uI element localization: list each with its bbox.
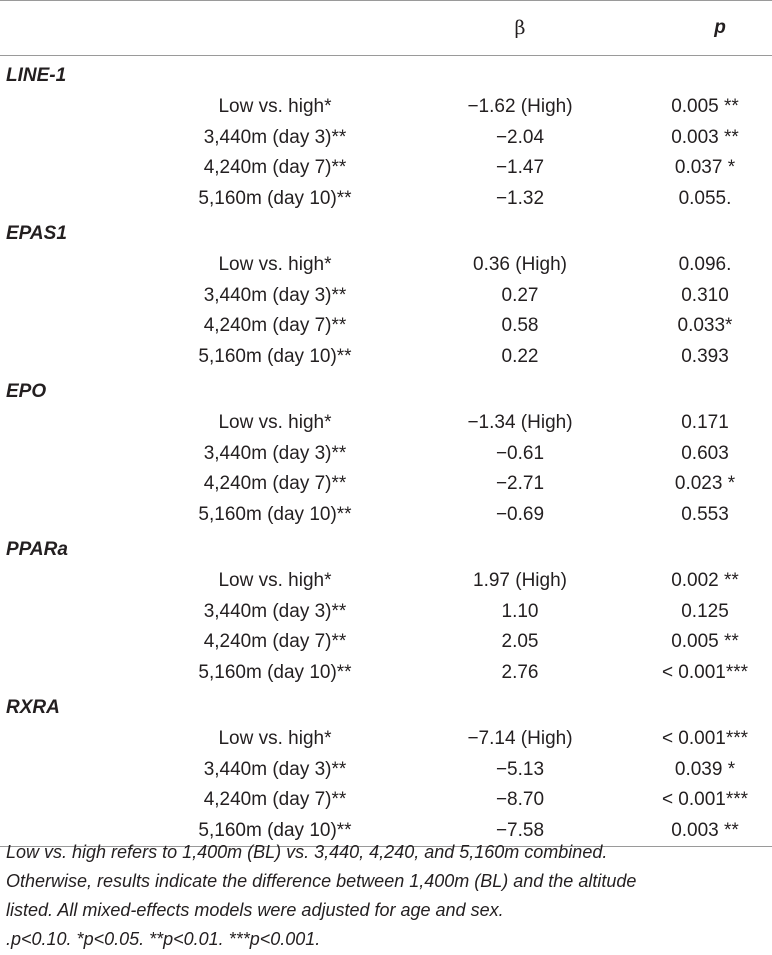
table-row	[0, 755, 772, 786]
beta-value: −0.69	[495, 503, 545, 525]
footnote-line: listed. All mixed-effects models were adjusted for age and sex.	[6, 900, 504, 920]
table-row	[0, 281, 772, 312]
gene-name: RXRA	[6, 697, 60, 718]
table-row	[0, 658, 772, 689]
beta-value: 0.58	[501, 315, 539, 336]
row-label: Low vs. high*	[218, 728, 332, 749]
beta-value: 2.05	[501, 631, 539, 652]
table-row	[0, 500, 772, 531]
beta-value: 1.97 (High)	[473, 570, 567, 591]
row-label: 3,440m (day 3)**	[203, 758, 347, 780]
row-label: 5,160m (day 10)**	[198, 187, 352, 209]
p-value: 0.553	[681, 503, 729, 525]
table-row	[0, 469, 772, 500]
row-label: 3,440m (day 3)**	[203, 600, 347, 622]
gene-name: LINE-1	[6, 65, 67, 86]
beta-value: −1.62 (High)	[467, 96, 573, 117]
footnote-significance: .p<0.10. *p<0.05. **p<0.01. ***p<0.001.	[6, 929, 321, 949]
p-value: 0.033*	[677, 315, 733, 336]
group-heading	[0, 688, 772, 724]
row-label: 3,440m (day 3)**	[203, 442, 347, 464]
row-label: Low vs. high*	[218, 96, 332, 117]
p-value: < 0.001***	[661, 789, 749, 810]
table-row	[0, 92, 772, 123]
group-heading	[0, 530, 772, 566]
group-heading	[0, 56, 772, 92]
row-label: 5,160m (day 10)**	[198, 819, 352, 841]
gene-name: PPARa	[6, 539, 68, 560]
beta-value: −0.61	[495, 442, 545, 464]
table-row	[0, 311, 772, 342]
table-row	[0, 250, 772, 281]
table-row	[0, 724, 772, 755]
header-p: p	[714, 17, 726, 38]
row-label: 4,240m (day 7)**	[203, 631, 347, 652]
beta-value: 0.27	[501, 284, 539, 306]
p-value: 0.603	[681, 442, 729, 464]
table-header	[0, 1, 772, 55]
p-value: 0.039 *	[674, 758, 736, 780]
beta-value: −7.14 (High)	[467, 728, 573, 749]
beta-value: −8.70	[495, 789, 545, 810]
table-row	[0, 566, 772, 597]
row-label: 5,160m (day 10)**	[198, 503, 352, 525]
beta-value: −1.47	[495, 157, 545, 178]
beta-value: 0.22	[501, 345, 539, 367]
beta-value: −5.13	[495, 758, 545, 780]
table-row	[0, 439, 772, 470]
table-row	[0, 627, 772, 658]
p-value: 0.096.	[678, 254, 732, 275]
row-label: 3,440m (day 3)**	[203, 126, 347, 148]
row-label: Low vs. high*	[218, 570, 332, 591]
row-label: 4,240m (day 7)**	[203, 473, 347, 494]
row-label: 4,240m (day 7)**	[203, 789, 347, 810]
table-body	[0, 56, 772, 846]
gene-name: EPAS1	[6, 223, 67, 244]
beta-value: 1.10	[501, 600, 539, 622]
p-value: 0.005 **	[671, 631, 739, 652]
footnote-line: Otherwise, results indicate the difference between 1,400m (BL) and the altitude	[6, 871, 637, 891]
row-label: 4,240m (day 7)**	[203, 315, 347, 336]
row-label: 4,240m (day 7)**	[203, 157, 347, 178]
gene-name: EPO	[6, 381, 47, 402]
table-row	[0, 408, 772, 439]
p-value: 0.037 *	[674, 157, 736, 178]
row-label: 5,160m (day 10)**	[198, 345, 352, 367]
p-value: 0.393	[681, 345, 729, 367]
p-value: 0.023 *	[674, 473, 736, 494]
p-value: 0.002 **	[671, 570, 739, 591]
row-label: 3,440m (day 3)**	[203, 284, 347, 306]
p-value: < 0.001***	[661, 728, 749, 749]
p-value: 0.003 **	[671, 126, 739, 148]
beta-value: 2.76	[501, 661, 539, 683]
table-row	[0, 153, 772, 184]
row-label: Low vs. high*	[218, 412, 332, 433]
footnote-line: Low vs. high refers to 1,400m (BL) vs. 3,440, 4,240, and 5,160m combined.	[6, 842, 608, 862]
p-value: 0.005 **	[671, 96, 739, 117]
beta-value: −1.34 (High)	[467, 412, 573, 433]
beta-value: 0.36 (High)	[473, 254, 567, 275]
beta-value: −7.58	[495, 819, 545, 841]
beta-value: −2.04	[495, 126, 545, 148]
p-value: 0.125	[681, 600, 729, 622]
header-beta: β	[514, 17, 526, 39]
row-label: Low vs. high*	[218, 254, 332, 275]
table-row	[0, 597, 772, 628]
beta-value: −1.32	[495, 187, 545, 209]
p-value: 0.003 **	[671, 819, 739, 841]
table-row	[0, 123, 772, 154]
row-label: 5,160m (day 10)**	[198, 661, 352, 683]
beta-value: −2.71	[495, 473, 545, 494]
table-footnote	[6, 838, 766, 954]
table-row	[0, 184, 772, 215]
table-row	[0, 785, 772, 816]
p-value: 0.055.	[678, 187, 732, 209]
group-heading	[0, 214, 772, 250]
p-value: 0.310	[681, 284, 729, 306]
table-row	[0, 342, 772, 373]
p-value: 0.171	[681, 412, 729, 433]
group-heading	[0, 372, 772, 408]
p-value: < 0.001***	[661, 661, 749, 683]
